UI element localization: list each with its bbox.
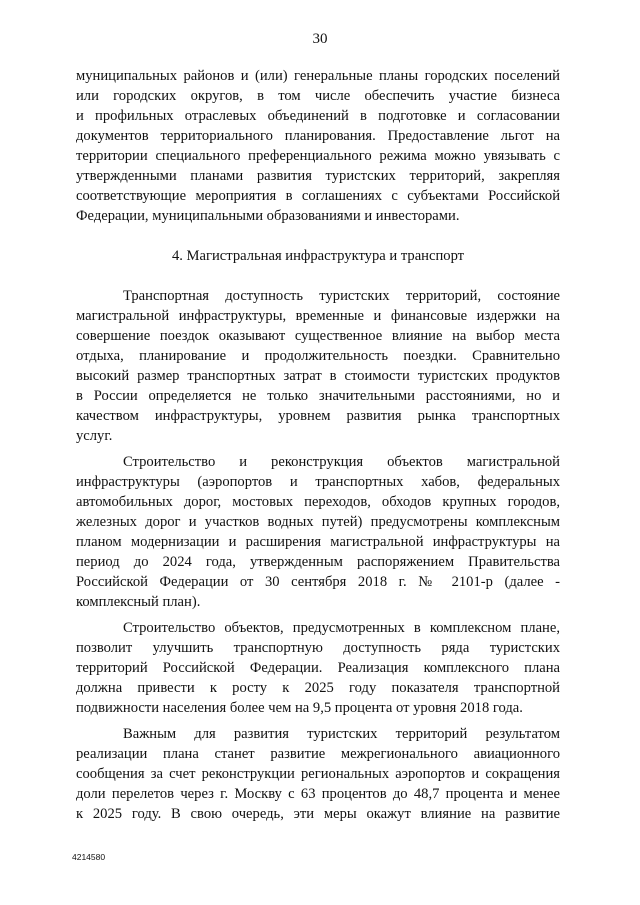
text-line: или городских округов, в том числе обеспечить участие бизнеса: [76, 88, 560, 104]
text-line: муниципальных районов и (или) генеральные планы городских поселений: [76, 68, 560, 84]
paragraph-complex-plan: [76, 618, 560, 718]
text-line: автомобильных дорог, мостовых переходов, обходов крупных городов,: [76, 494, 560, 510]
text-line: Строительство объектов, предусмотренных в комплексном плане,: [123, 620, 560, 636]
text-line: утвержденными планами развития туристских территорий, закрепляя: [76, 168, 560, 184]
text-line: документов территориального планирования. Предоставление льгот на: [76, 128, 560, 144]
paragraph-transport-accessibility: [76, 286, 560, 446]
text-line: подвижности населения более чем на 9,5 процента от уровня 2018 года.: [76, 700, 523, 716]
paragraph-construction: [76, 452, 560, 612]
text-line: услуг.: [76, 428, 113, 444]
text-line: в России определяется не только значительными расстояниями, но и: [76, 388, 560, 404]
text-line: реализации плана станет развитие межрегионального авиационного: [76, 746, 560, 762]
text-line: должна привести к росту к 2025 году показателя транспортной: [76, 680, 560, 696]
text-line: период до 2024 года, утвержденным распоряжением Правительства: [76, 554, 560, 570]
text-line: магистральной инфраструктуры, временные и финансовые издержки на: [76, 308, 560, 324]
paragraph-aviation: [76, 724, 560, 824]
text-line: инфраструктуры (аэропортов и транспортных хабов, федеральных: [76, 474, 560, 490]
text-line: планом модернизации и расширения магистральной инфраструктуры на: [76, 534, 560, 550]
text-line: Важным для развития туристских территорий результатом: [123, 726, 560, 742]
text-line: качеством инфраструктуры, уровнем развития рынка транспортных: [76, 408, 560, 424]
text-line: доли перелетов через г. Москву с 63 процентов до 48,7 процента и менее: [76, 786, 560, 802]
text-line: железных дорог и участков водных путей) предусмотрены комплексным: [76, 514, 560, 530]
text-line: территорий Российской Федерации. Реализация комплексного плана: [76, 660, 560, 676]
text-line: Федерации, муниципальными образованиями и инвесторами.: [76, 208, 460, 224]
text-line: Строительство и реконструкция объектов магистральной: [123, 454, 560, 470]
document-id: 4214580: [72, 852, 106, 862]
text-line: территории специального преференциального режима можно увязывать с: [76, 148, 560, 164]
text-line: к 2025 году. В свою очередь, эти меры окажут влияние на развитие: [76, 806, 560, 822]
paragraph-intro: [76, 66, 560, 226]
text-line: комплексный план).: [76, 594, 201, 610]
text-line: высокий размер транспортных затрат в стоимости туристских продуктов: [76, 368, 560, 384]
text-line: Транспортная доступность туристских территорий, состояние: [123, 288, 560, 304]
text-line: отдыха, планирование и продолжительность поездки. Сравнительно: [76, 348, 560, 364]
text-line: сообщения за счет реконструкции региональных аэропортов и сокращения: [76, 766, 560, 782]
text-line: позволит улучшить транспортную доступность ряда туристских: [76, 640, 560, 656]
text-line: Российской Федерации от 30 сентября 2018 г. № 2101-р (далее -: [76, 574, 560, 590]
text-line: совершение поездок оказывают существенное влияние на выбор места: [76, 328, 560, 344]
document-body: [76, 66, 560, 824]
text-line: и профильных отраслевых объединений в подготовке и согласовании: [76, 108, 560, 124]
text-line: соответствующие мероприятия в соглашениях с субъектами Российской: [76, 188, 560, 204]
page-number: 30: [312, 31, 328, 47]
section-heading: 4. Магистральная инфраструктура и транспорт: [171, 248, 465, 264]
